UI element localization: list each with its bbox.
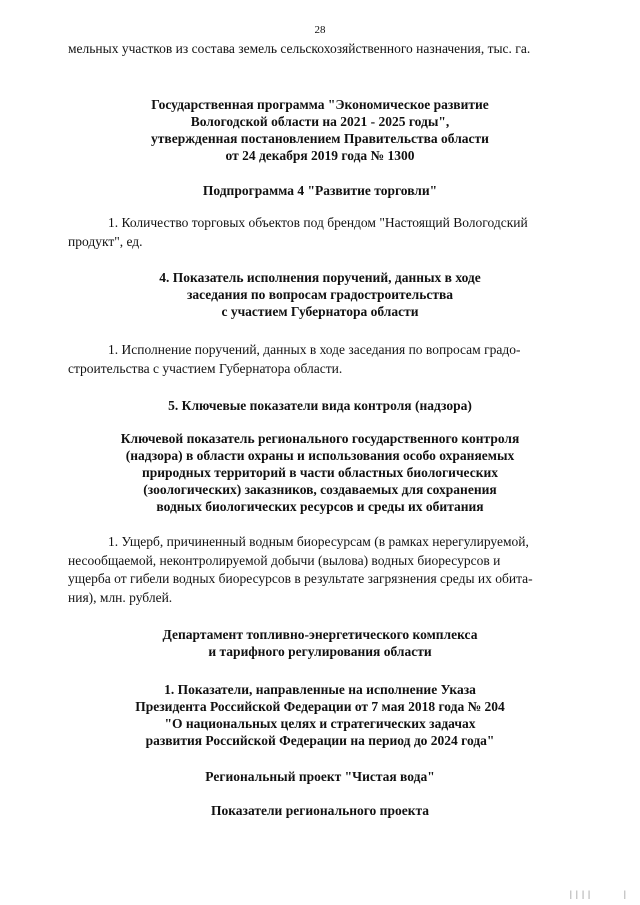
indicator-4-title-line: 4. Показатель исполнения поручений, данных в ходе: [159, 270, 481, 285]
department-title-line: и тарифного регулирования области: [208, 644, 432, 659]
program-title-line: от 24 декабря 2019 года № 1300: [225, 148, 415, 163]
project-indicators-title: [0, 802, 640, 819]
decree-title-line: "О национальных целях и стратегических задачах: [164, 716, 476, 731]
key-indicator-title-line: природных территорий в части областных биологических: [141, 465, 499, 480]
trade-item-line: 1. Количество торговых объектов под брендом "Настоящий Вологодский: [108, 215, 528, 230]
page-number: 28: [314, 24, 326, 36]
indicator-4-title-line: с участием Губернатора области: [221, 304, 419, 319]
decree-title-line: развития Российской Федерации на период до 2024 года": [145, 733, 495, 748]
damage-item-paragraph: [68, 533, 598, 607]
indicator-5-title: [0, 397, 640, 414]
indicator-4-title-line: заседания по вопросам градостроительства: [186, 287, 454, 302]
damage-item-line: 1. Ущерб, причиненный водным биоресурсам (в рамках нерегулируемой,: [108, 534, 529, 549]
project-title-line: Региональный проект "Чистая вода": [205, 769, 435, 784]
orders-item-line: 1. Исполнение поручений, данных в ходе заседания по вопросам градо-: [108, 342, 521, 357]
key-indicator-title: [0, 430, 640, 515]
decree-title-line: 1. Показатели, направленные на исполнение Указа: [164, 682, 476, 697]
orders-item-paragraph: [68, 341, 598, 378]
program-title-line: Государственная программа "Экономическое развитие: [151, 97, 489, 112]
scan-marks-left: | | | |: [570, 889, 591, 899]
damage-item-line: ния), млн. рублей.: [68, 589, 173, 605]
damage-item-line: ущерба от гибели водных биоресурсов в результате загрязнения среды их обита-: [68, 571, 533, 586]
key-indicator-title-line: Ключевой показатель регионального государственного контроля: [120, 431, 520, 446]
project-title: [0, 768, 640, 785]
continuation-line: мельных участков из состава земель сельскохозяйственного назначения, тыс. га.: [68, 41, 531, 56]
decree-title-line: Президента Российской Федерации от 7 мая 2018 года № 204: [135, 699, 505, 714]
department-title-line: Департамент топливно-энергетического комплекса: [162, 627, 478, 642]
indicator-5-title-line: 5. Ключевые показатели вида контроля (надзора): [168, 398, 472, 413]
department-title: [0, 626, 640, 660]
subprogram-title-line: Подпрограмма 4 "Развитие торговли": [202, 183, 438, 198]
program-title-line: Вологодской области на 2021 - 2025 годы",: [190, 114, 450, 129]
trade-item-line: продукт", ед.: [68, 233, 143, 249]
program-title-line: утвержденная постановлением Правительства области: [151, 131, 489, 146]
indicator-4-title: [0, 269, 640, 320]
damage-item-line: несообщаемой, неконтролируемой добычи (вылова) водных биоресурсов и: [68, 552, 501, 568]
program-title: [0, 96, 640, 164]
scan-marks-right: |: [624, 889, 627, 899]
project-indicators-title-line: Показатели регионального проекта: [210, 803, 430, 818]
decree-title: [0, 681, 640, 749]
orders-item-line: строительства с участием Губернатора области.: [68, 360, 343, 376]
key-indicator-title-line: водных биологических ресурсов и среды их обитания: [156, 499, 484, 514]
key-indicator-title-line: (зоологических) заказников, создаваемых для сохранения: [143, 482, 497, 497]
trade-item-paragraph: [68, 214, 598, 251]
subprogram-title: [0, 182, 640, 199]
key-indicator-title-line: (надзора) в области охраны и использования особо охраняемых: [125, 448, 515, 463]
